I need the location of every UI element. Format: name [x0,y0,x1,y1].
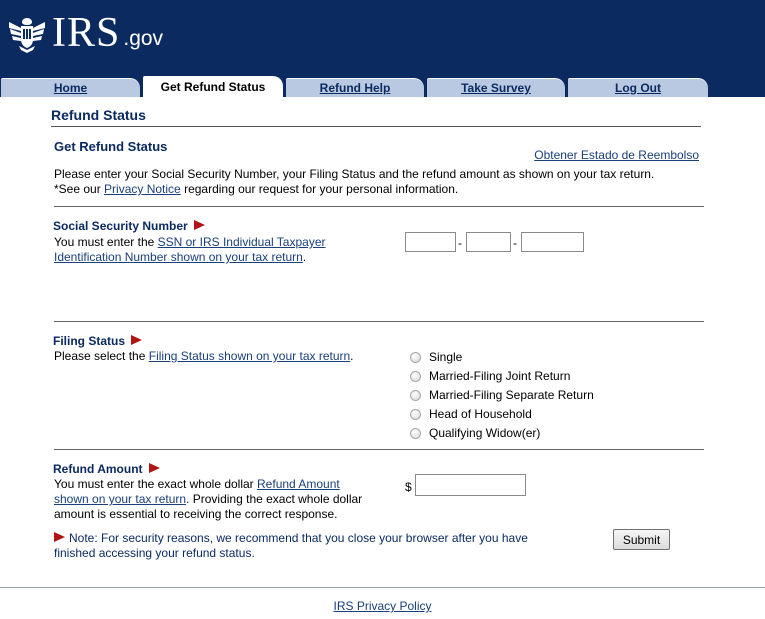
footer-divider [0,587,765,588]
filing-status-desc-prefix: Please select the [54,349,149,363]
radio-button[interactable] [410,371,421,382]
footer [0,599,765,613]
divider [54,206,704,207]
intro-line-1: Please enter your Social Security Number, your Filing Status and the refund amount as shown on your tax return. [54,167,655,181]
spanish-version-link[interactable]: Obtener Estado de Reembolso [534,148,699,162]
ssn-help-link[interactable]: SSN or IRS Individual Taxpayer Identification Number shown on your tax return [54,235,326,264]
filing-option-qualifying-widow[interactable] [410,426,540,440]
required-arrow-icon [194,220,205,230]
submit-button[interactable]: Submit [613,529,670,550]
filing-option-married-separate[interactable] [410,388,594,402]
irs-privacy-policy-link[interactable]: IRS Privacy Policy [333,599,432,613]
filing-option-label: Married-Filing Separate Return [429,388,594,402]
intro-line-2-suffix: regarding our request for your personal information. [180,182,459,196]
filing-status-desc-suffix: . [350,349,354,363]
filing-status-help-link[interactable]: Filing Status shown on your tax return [148,349,351,363]
refund-amount-desc-prefix: You must enter the exact whole dollar [54,477,258,491]
security-note-text: Note: For security reasons, we recommend that you close your browser after you have finished accessing your refund status. [54,531,528,560]
tab-log-out[interactable]: Log Out [568,78,708,97]
ssn-desc-prefix: You must enter the [54,235,158,249]
title-divider [51,126,701,127]
ssn-description [54,235,354,265]
radio-button[interactable] [410,390,421,401]
filing-option-label: Married-Filing Joint Return [429,369,571,383]
refund-amount-input[interactable] [415,474,526,496]
site-header [0,0,765,97]
ssn-separator: - [513,236,517,250]
tab-take-survey[interactable]: Take Survey [427,78,565,97]
refund-amount-label-text: Refund Amount [53,462,143,476]
ssn-part1-input[interactable] [405,232,456,252]
tab-refund-help[interactable]: Refund Help [286,78,424,97]
security-note [54,531,564,561]
filing-option-head-of-household[interactable] [410,407,532,421]
ssn-label-text: Social Security Number [53,219,188,233]
divider [54,449,704,450]
note-arrow-icon [54,532,65,542]
ssn-separator: - [458,236,462,250]
intro-line-2 [54,182,694,197]
section-heading: Get Refund Status [54,139,168,154]
ssn-desc-suffix: . [302,250,307,264]
filing-option-label: Qualifying Widow(er) [429,426,541,440]
intro-text [54,167,694,197]
refund-amount-label [53,462,160,476]
filing-option-single[interactable] [410,350,462,364]
refund-amount-description [54,477,374,522]
page-title: Refund Status [51,107,146,123]
ssn-part3-input[interactable] [521,232,584,252]
tab-get-refund-status[interactable]: Get Refund Status [143,76,283,97]
currency-symbol: $ [405,480,412,494]
radio-button[interactable] [410,409,421,420]
filing-status-description [54,349,394,364]
privacy-notice-link[interactable]: Privacy Notice [104,182,181,196]
eagle-icon [6,12,48,54]
logo-gov-text: .gov [123,27,164,50]
refund-amount-help-link[interactable]: Refund Amount shown on your tax return [54,477,340,506]
radio-button[interactable] [410,428,421,439]
refund-amount-desc-suffix: . Providing the exact whole dollar amount is essential to receiving the correct response. [54,492,363,521]
filing-status-label [53,334,142,348]
filing-option-label: Head of Household [429,407,532,421]
ssn-part2-input[interactable] [466,232,511,252]
radio-button[interactable] [410,352,421,363]
filing-option-label: Single [429,350,463,364]
irs-logo[interactable] [6,12,163,54]
divider [54,321,704,322]
required-arrow-icon [149,463,160,473]
logo-irs-text: IRS [52,10,121,56]
required-arrow-icon [131,335,142,345]
filing-status-label-text: Filing Status [53,334,125,348]
filing-option-married-joint[interactable] [410,369,570,383]
tab-home[interactable]: Home [1,78,140,97]
ssn-label [53,219,205,233]
intro-line-2-prefix: *See our [54,182,105,196]
